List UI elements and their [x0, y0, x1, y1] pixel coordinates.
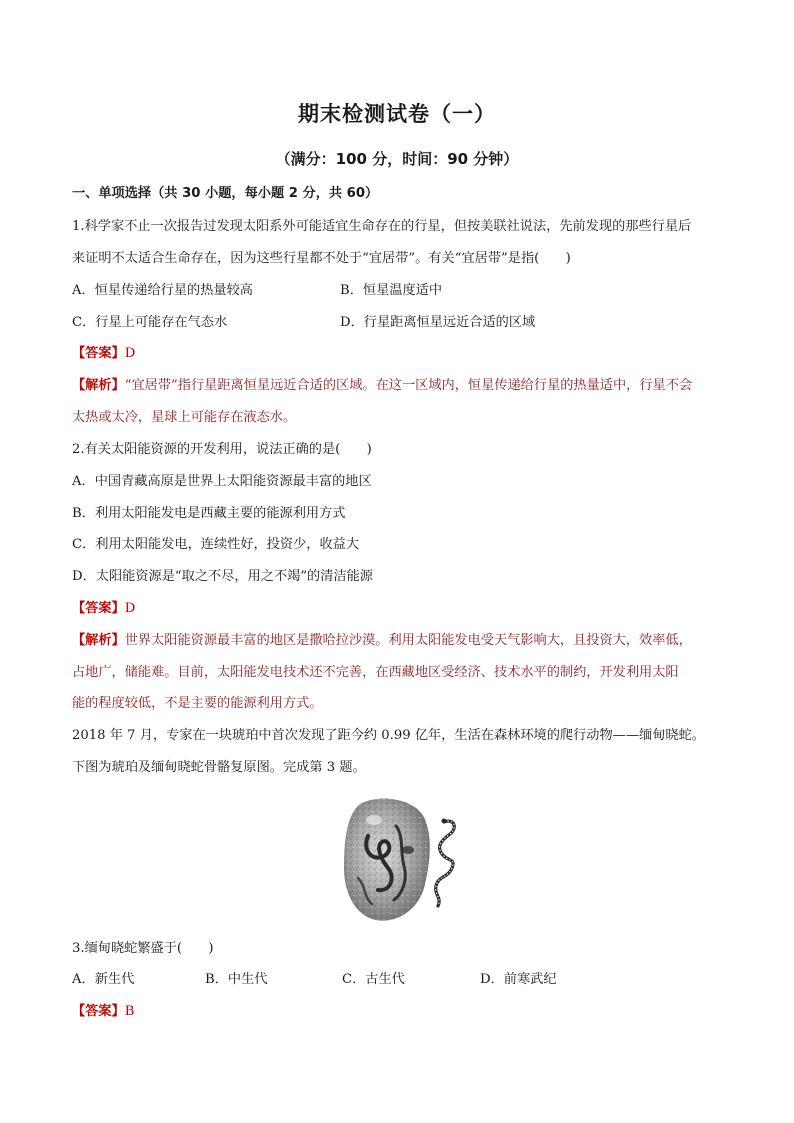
q2-answer-value: D [124, 601, 136, 616]
material-line1: 2018 年 7 月，专家在一块琥珀中首次发现了距今约 0.99 亿年，生活在森林环境的爬行动物——缅甸晓蛇。 [72, 728, 705, 743]
answer-tag: 【答案】 [72, 601, 125, 616]
q3-answer [72, 1004, 134, 1020]
q3-option-c: C．古生代 [342, 972, 405, 987]
explain-tag: 【解析】 [72, 633, 125, 648]
q2-stem: 2.有关太阳能资源的开发利用，说法正确的是( ) [72, 442, 372, 457]
q1-option-b: B．恒星温度适中 [340, 283, 443, 298]
section-heading: 一、单项选择（共 30 小题，每小题 2 分，共 60） [72, 186, 379, 201]
q2-option-d: D．太阳能资源是“取之不尽，用之不竭”的清洁能源 [72, 569, 373, 584]
q2-option-a: A．中国青藏高原是世界上太阳能资源最丰富的地区 [72, 474, 372, 489]
page-subtitle: （满分：100 分，时间：90 分钟） [275, 150, 519, 168]
q2-explain-line2: 占地广，储能难。目前，太阳能发电技术还不完善，在西藏地区受经济、技术水平的制约，开发利用太阳 [72, 665, 679, 680]
explain-tag: 【解析】 [72, 378, 125, 393]
q1-explain-line2: 太热或太冷，星球上可能存在液态水。 [72, 410, 297, 425]
q1-explain-line1 [72, 378, 692, 394]
material-line2: 下图为琥珀及缅甸晓蛇骨骼复原图。完成第 3 题。 [72, 760, 366, 775]
q3-option-a: A．新生代 [72, 972, 135, 987]
q2-answer [72, 601, 135, 617]
amber-fossil-image [338, 796, 464, 924]
q1-answer [72, 346, 135, 362]
q3-answer-value: B [124, 1004, 135, 1019]
q1-stem-line2: 来证明不太适合生命存在，因为这些行星都不处于“宜居带”。有关“宜居带”是指( ) [72, 251, 571, 266]
amber-piece [344, 799, 430, 921]
q1-stem-line1: 1.科学家不止一次报告过发现太阳系外可能适宜生命存在的行星，但按美联社说法，先前发现的那些行星后 [72, 219, 692, 234]
q1-option-d: D．行星距离恒星远近合适的区域 [340, 315, 536, 330]
q2-explain-line1 [72, 633, 692, 649]
answer-tag: 【答案】 [72, 346, 125, 361]
q3-stem: 3.缅甸晓蛇繁盛于( ) [72, 941, 214, 956]
q1-explain-text1: “宜居带”指行星距离恒星远近合适的区域。在这一区域内，恒星传递给行星的热量适中，行星不会 [124, 378, 693, 393]
snake-skeleton [436, 819, 455, 907]
q3-option-d: D．前寒武纪 [480, 972, 557, 987]
q2-explain-line3: 能的程度较低，不是主要的能源利用方式。 [72, 696, 323, 711]
q1-option-a: A．恒星传递给行星的热量较高 [72, 283, 253, 298]
q1-option-c: C．行星上可能存在气态水 [72, 315, 228, 330]
q2-option-b: B．利用太阳能发电是西藏主要的能源利用方式 [72, 506, 346, 521]
q2-option-c: C．利用太阳能发电，连续性好，投资少，收益大 [72, 537, 360, 552]
answer-tag: 【答案】 [72, 1004, 125, 1019]
q2-explain-text1: 世界太阳能资源最丰富的地区是撒哈拉沙漠。利用太阳能发电受天气影响大，且投资大，效率低， [124, 633, 692, 648]
page-title: 期末检测试卷（一） [298, 102, 496, 126]
q3-option-b: B．中生代 [205, 972, 268, 987]
q1-answer-value: D [124, 346, 136, 361]
